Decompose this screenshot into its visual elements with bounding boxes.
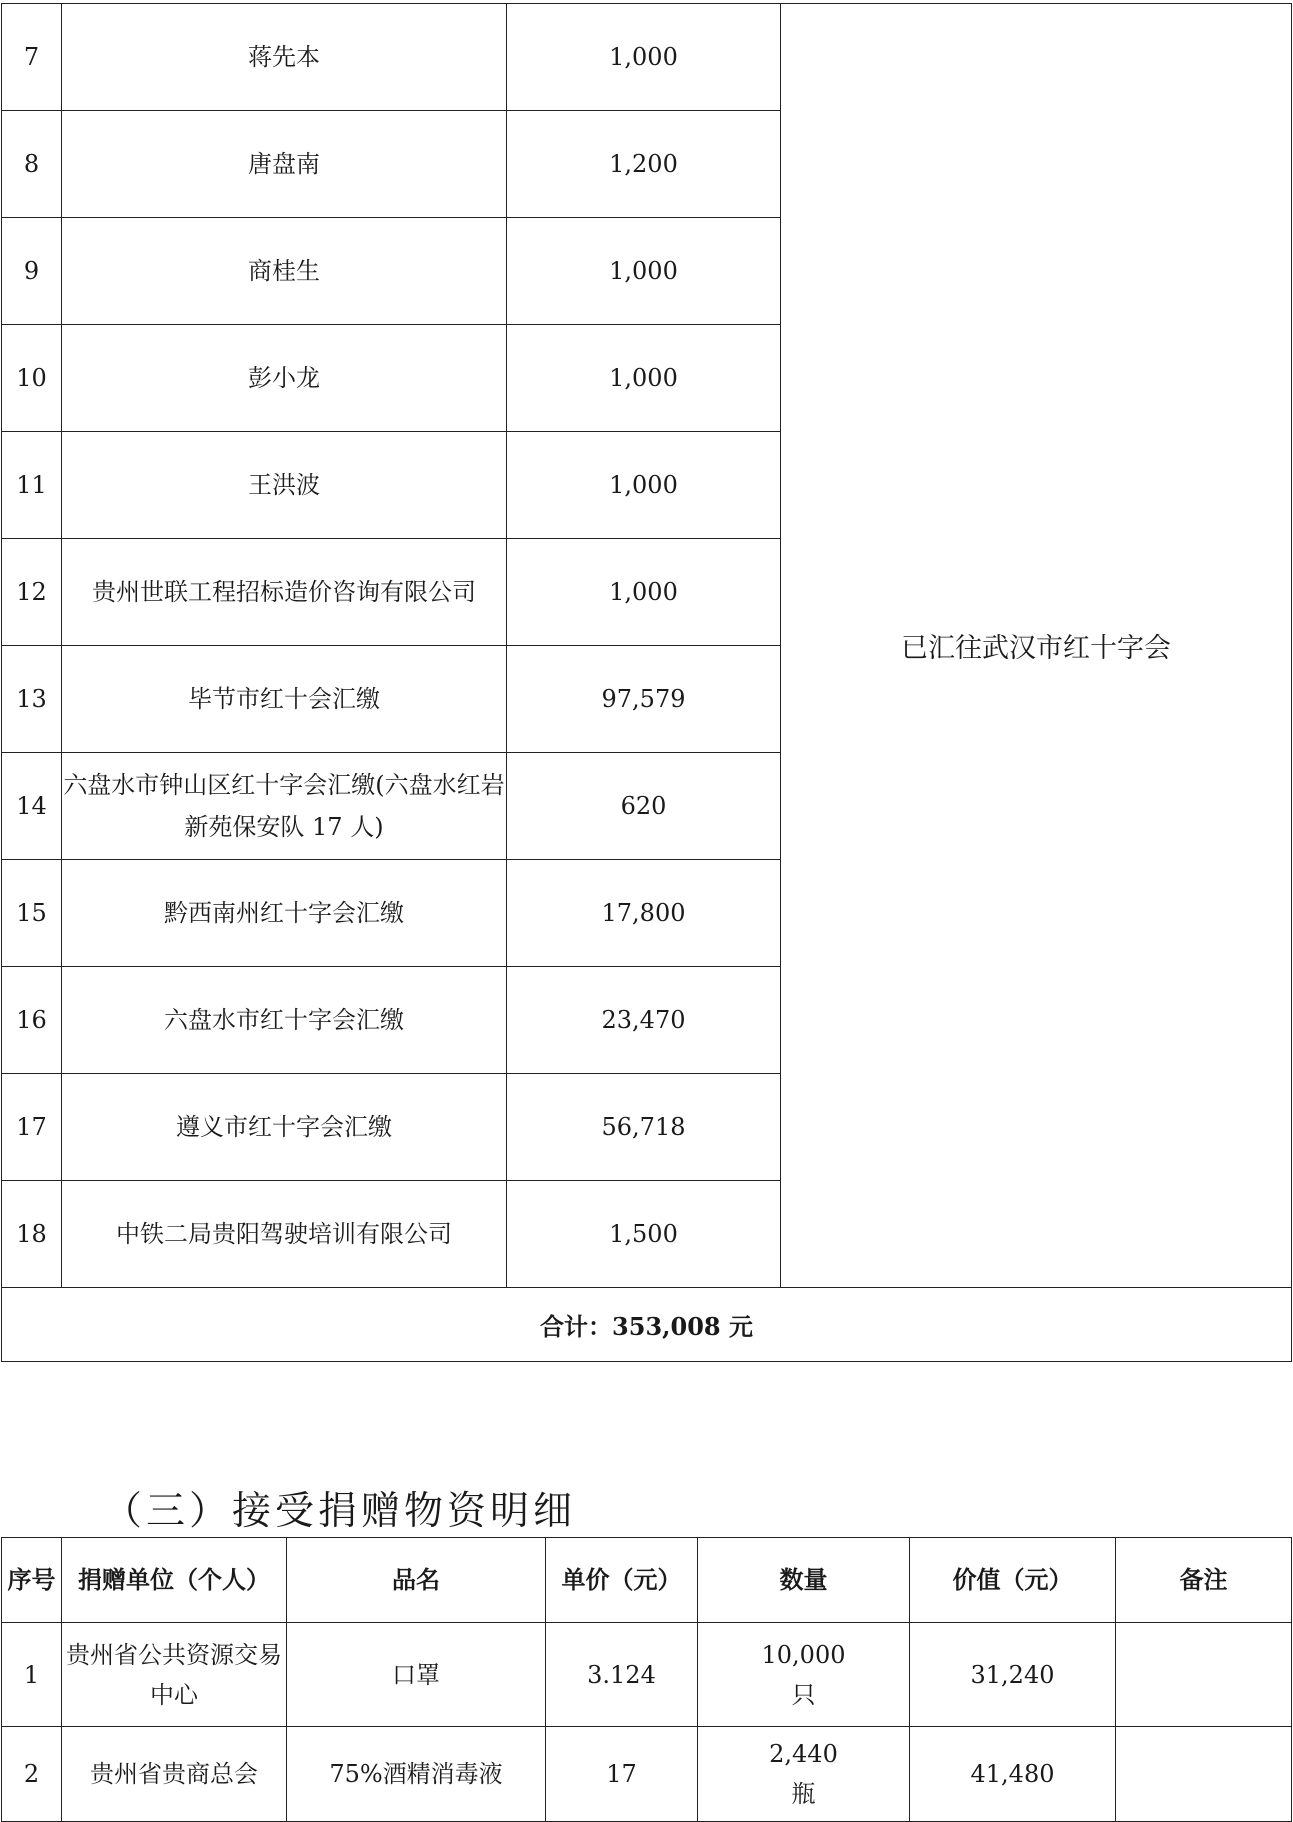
item-name: 口罩 (287, 1623, 546, 1727)
quantity-number: 2,440 (769, 1740, 838, 1768)
donor-name: 商桂生 (62, 218, 507, 325)
header-seq: 序号 (2, 1538, 62, 1623)
header-remark: 备注 (1116, 1538, 1292, 1623)
row-seq: 14 (2, 753, 62, 860)
donation-amount: 1,200 (507, 111, 781, 218)
donation-amount: 17,800 (507, 860, 781, 967)
row-seq: 18 (2, 1181, 62, 1288)
section-title: （三）接受捐赠物资明细 (103, 1489, 577, 1534)
row-seq: 13 (2, 646, 62, 753)
total-amount: 合计：353,008 元 (2, 1288, 1292, 1362)
donation-amount: 1,000 (507, 325, 781, 432)
donation-amount: 97,579 (507, 646, 781, 753)
row-seq: 7 (2, 4, 62, 111)
row-seq: 1 (2, 1623, 62, 1727)
table-row (2, 4, 1292, 111)
unit-price: 17 (546, 1727, 698, 1822)
total-row (2, 1288, 1292, 1362)
table-row (2, 1623, 1292, 1727)
item-value: 31,240 (910, 1623, 1116, 1727)
donation-amount: 1,000 (507, 218, 781, 325)
donation-amount: 1,000 (507, 432, 781, 539)
row-seq: 16 (2, 967, 62, 1074)
item-remark (1116, 1623, 1292, 1727)
header-value: 价值（元） (910, 1538, 1116, 1623)
cash-donation-table (1, 3, 1292, 1362)
header-row (2, 1538, 1292, 1623)
donor-name: 王洪波 (62, 432, 507, 539)
donation-amount: 1,000 (507, 539, 781, 646)
row-seq: 12 (2, 539, 62, 646)
goods-donation-table (1, 1537, 1292, 1822)
header-quantity: 数量 (698, 1538, 910, 1623)
quantity (698, 1623, 910, 1727)
remittance-note: 已汇往武汉市红十字会 (781, 4, 1292, 1288)
row-seq: 2 (2, 1727, 62, 1822)
quantity-unit: 瓶 (791, 1780, 816, 1808)
donor-name: 彭小龙 (62, 325, 507, 432)
row-seq: 8 (2, 111, 62, 218)
donor-name: 六盘水市红十字会汇缴 (62, 967, 507, 1074)
donation-amount: 23,470 (507, 967, 781, 1074)
donation-amount: 1,000 (507, 4, 781, 111)
donation-amount: 1,500 (507, 1181, 781, 1288)
row-seq: 11 (2, 432, 62, 539)
donor-name: 六盘水市钟山区红十字会汇缴(六盘水红岩新苑保安队 17 人) (62, 753, 507, 860)
donor-name: 蒋先本 (62, 4, 507, 111)
unit-price: 3.124 (546, 1623, 698, 1727)
donor-name: 毕节市红十会汇缴 (62, 646, 507, 753)
quantity-unit: 只 (791, 1680, 816, 1709)
row-seq: 9 (2, 218, 62, 325)
donation-amount: 56,718 (507, 1074, 781, 1181)
quantity-number: 10,000 (761, 1640, 846, 1669)
header-donor: 捐赠单位（个人） (62, 1538, 287, 1623)
quantity (698, 1727, 910, 1822)
table-row (2, 1727, 1292, 1822)
row-seq: 15 (2, 860, 62, 967)
donor-name: 中铁二局贵阳驾驶培训有限公司 (62, 1181, 507, 1288)
row-seq: 10 (2, 325, 62, 432)
header-item: 品名 (287, 1538, 546, 1623)
donation-amount: 620 (507, 753, 781, 860)
item-name: 75%酒精消毒液 (287, 1727, 546, 1822)
row-seq: 17 (2, 1074, 62, 1181)
header-unit-price: 单价（元） (546, 1538, 698, 1623)
item-value: 41,480 (910, 1727, 1116, 1822)
donor-name: 贵州省贵商总会 (62, 1727, 287, 1822)
donor-name: 贵州省公共资源交易中心 (62, 1623, 287, 1727)
donor-name: 唐盘南 (62, 111, 507, 218)
donor-name: 遵义市红十字会汇缴 (62, 1074, 507, 1181)
donor-name: 黔西南州红十字会汇缴 (62, 860, 507, 967)
item-remark (1116, 1727, 1292, 1822)
donor-name: 贵州世联工程招标造价咨询有限公司 (62, 539, 507, 646)
